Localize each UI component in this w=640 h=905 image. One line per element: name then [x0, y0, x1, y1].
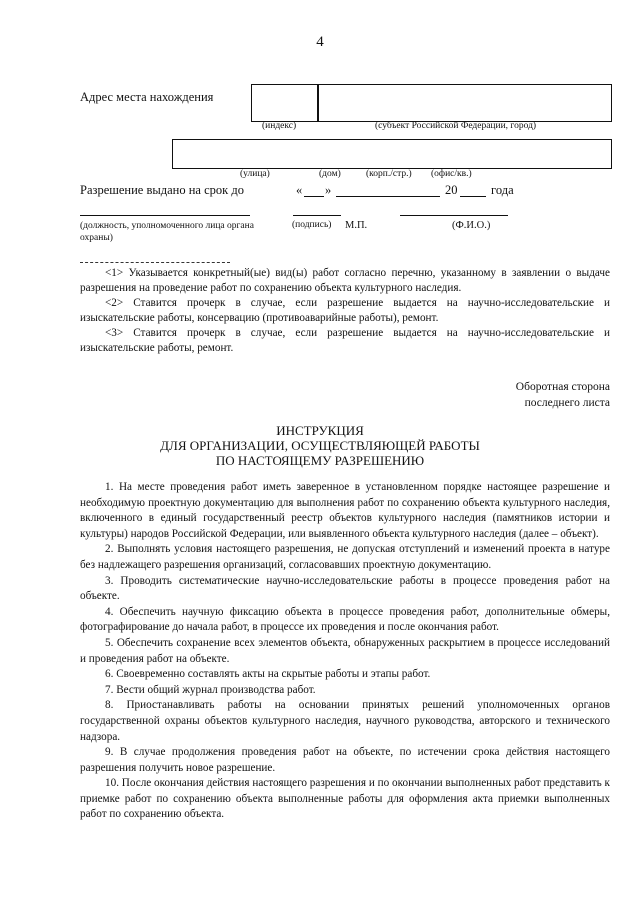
office-caption: (офис/кв.)	[431, 169, 472, 179]
instruction-item-2: 2. Выполнять условия настоящего разрешения, не допуская отступлений и изменений проекта в натуре без надлежащего разрешения организаций, согласовавших проектную документацию.	[80, 543, 610, 571]
position-line[interactable]	[80, 215, 250, 216]
sign-caption: (подпись)	[292, 220, 332, 230]
instruction-item-9: 9. В случае продолжения проведения работ на объекте, по истечении срока действия настоящего разрешения получить новое разрешение.	[80, 746, 610, 774]
instruction-title-line-1: ИНСТРУКЦИЯ	[276, 423, 364, 438]
building-caption: (корп./стр.)	[366, 169, 412, 179]
instruction-body	[80, 480, 610, 823]
year-field[interactable]	[460, 183, 486, 197]
street-address-field[interactable]	[172, 139, 612, 169]
instruction-item-4: 4. Обеспечить научную фиксацию объекта в процессе проведения работ, дополнительные обмеры, фотографирование до начала работ, в процессе их проведения и после окончания работ.	[80, 605, 610, 634]
reverse-side-note	[516, 379, 610, 411]
day-field[interactable]	[304, 183, 324, 197]
year-suffix: года	[491, 183, 514, 197]
instruction-title	[0, 423, 640, 468]
instruction-title-line-2: ДЛЯ ОРГАНИЗАЦИИ, ОСУЩЕСТВЛЯЮЩЕЙ РАБОТЫ	[160, 438, 480, 453]
footnote-1: <1> Указывается конкретный(ые) вид(ы) работ согласно перечню, указанному в заявлении о выдаче разрешения на проведение работ по сохранению объекта культурного наследия.	[80, 267, 610, 294]
name-line[interactable]	[400, 215, 508, 216]
footnote-separator	[80, 262, 230, 263]
instruction-title-line-3: ПО НАСТОЯЩЕМУ РАЗРЕШЕНИЮ	[215, 453, 425, 468]
month-field[interactable]	[336, 183, 440, 197]
instruction-item-3: 3. Проводить систематические научно-исследовательские работы в процессе проведения работ на объекте.	[80, 574, 610, 603]
house-caption: (дом)	[319, 169, 341, 179]
address-label: Адрес места нахождения	[80, 90, 214, 104]
instruction-item-7: 7. Вести общий журнал производства работ.	[105, 683, 316, 696]
street-caption: (улица)	[240, 169, 270, 179]
position-caption: (должность, уполномоченного лица органа охраны)	[80, 221, 254, 243]
index-caption: (индекс)	[262, 121, 297, 131]
permit-term-label: Разрешение выдано на срок до	[80, 183, 244, 197]
footnote-3: <3> Ставится прочерк в случае, если разрешение выдается на научно-исследовательские и изыскательские работы, ремонт.	[80, 327, 610, 354]
instruction-item-8: 8. Приостанавливать работы на основании принятых решений уполномоченных органов государственной охраны объектов культурного наследия, научного руководства, авторского и технического надзора.	[80, 699, 610, 743]
footnote-2: <2> Ставится прочерк в случае, если разрешение выдается на научно-исследовательские и изыскательские работы, консервацию (противоаварийные работы), ремонт.	[80, 297, 610, 324]
quote-open: «	[296, 183, 303, 197]
year-prefix: 20	[445, 183, 458, 197]
name-caption: (Ф.И.О.)	[452, 220, 491, 231]
index-field[interactable]	[251, 84, 319, 122]
instruction-item-10: 10. После окончания действия настоящего разрешения и по окончании выполненных работ представить к приемке работ по сохранению объекта выполненные работы для оформления акта приемки выполненных работ по сохранению объекта.	[80, 777, 610, 821]
instruction-item-6: 6. Своевременно составлять акты на скрытые работы и этапы работ.	[105, 668, 431, 681]
instruction-item-5: 5. Обеспечить сохранение всех элементов объекта, обнаруженных раскрытием в процессе исследований и проведения работ на объекте.	[80, 636, 610, 665]
instruction-item-1: 1. На месте проведения работ иметь заверенное в установленном порядке настоящее разрешение и необходимую проектную документацию для выполнения работ по сохранению объекта культурного наследия, включенного в единый государственный реестр объектов культурного наследия (памятников истории и культуры) народов Российской Федерации, или выявленного объекта культурного наследия (далее – объект).	[80, 481, 610, 540]
subject-city-field[interactable]	[317, 84, 612, 122]
subject-caption: (субъект Российской Федерации, город)	[375, 121, 537, 131]
page-number: 4	[316, 34, 324, 50]
quote-close: »	[325, 183, 332, 197]
stamp-label: М.П.	[345, 220, 368, 231]
reverse-side-line-1: Оборотная сторона	[515, 381, 610, 393]
footnotes	[80, 266, 610, 356]
signature-line[interactable]	[293, 215, 341, 216]
reverse-side-line-2: последнего листа	[524, 397, 610, 409]
